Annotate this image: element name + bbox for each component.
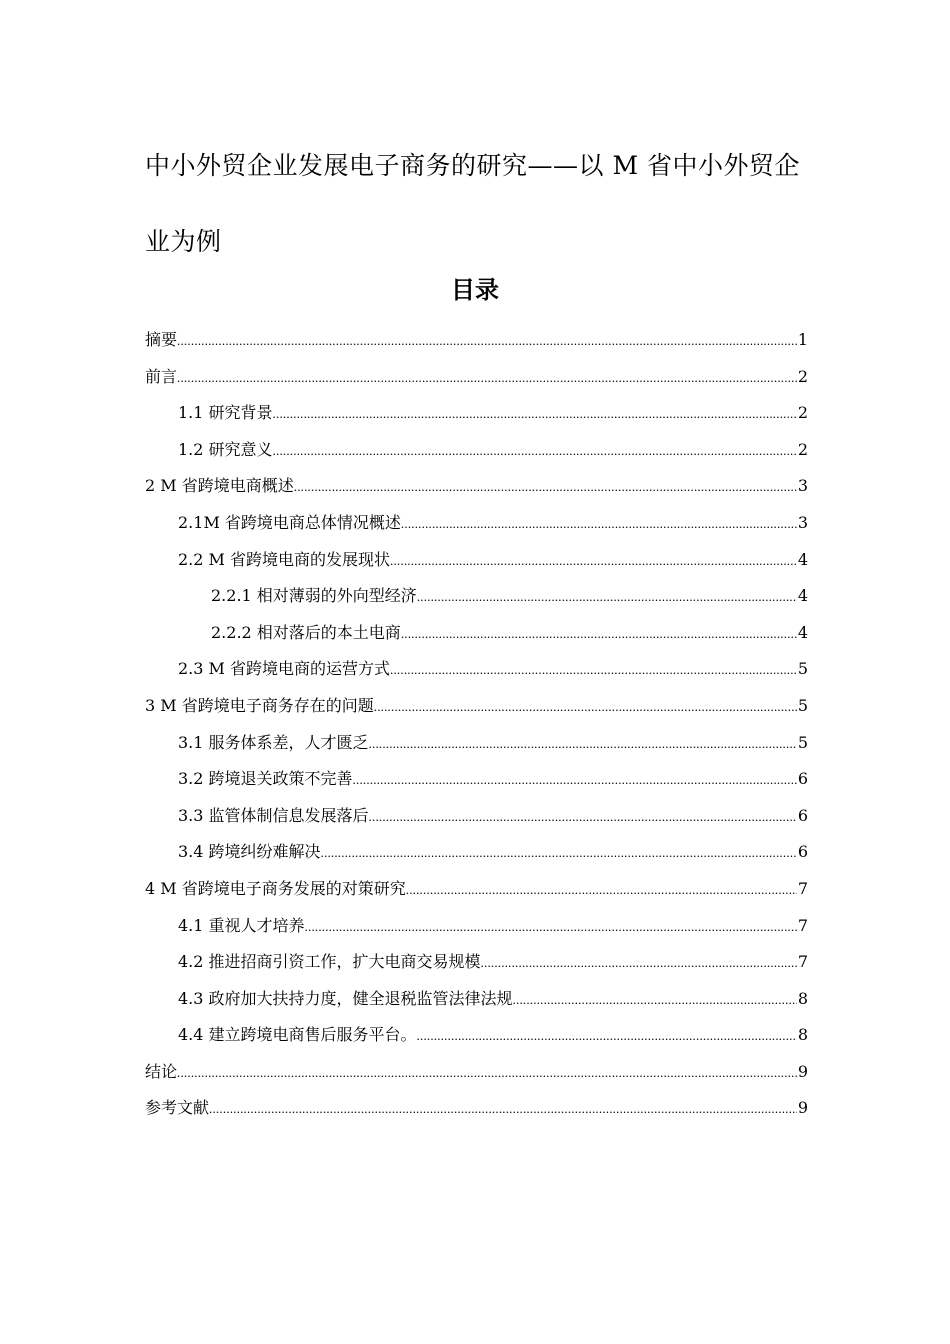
toc-entry-label: 2.2 M 省跨境电商的发展现状 bbox=[178, 549, 391, 569]
toc-entry[interactable] bbox=[145, 395, 808, 432]
toc-entry[interactable] bbox=[145, 1054, 808, 1091]
toc-entry[interactable] bbox=[145, 432, 808, 469]
toc-page-number: 2 bbox=[797, 366, 808, 386]
toc-page-number: 5 bbox=[797, 695, 808, 715]
toc-entry-label: 3.3 监管体制信息发展落后 bbox=[178, 805, 369, 825]
table-of-contents bbox=[145, 322, 808, 1127]
toc-entry-label: 4 M 省跨境电子商务发展的对策研究 bbox=[145, 878, 406, 898]
toc-page-number: 3 bbox=[797, 476, 808, 496]
toc-dot-leader bbox=[374, 689, 797, 726]
toc-entry-label: 前言 bbox=[145, 366, 178, 386]
toc-entry[interactable] bbox=[145, 651, 808, 688]
toc-entry[interactable] bbox=[145, 322, 808, 359]
toc-dot-leader bbox=[369, 726, 797, 763]
toc-dot-leader bbox=[481, 945, 797, 982]
toc-entry[interactable] bbox=[145, 981, 808, 1018]
toc-page-number: 7 bbox=[797, 915, 808, 935]
toc-page-number: 1 bbox=[797, 330, 808, 349]
toc-entry[interactable] bbox=[145, 944, 808, 981]
toc-entry[interactable] bbox=[145, 359, 808, 396]
toc-entry[interactable] bbox=[145, 468, 808, 505]
toc-entry-label: 参考文献 bbox=[145, 1098, 210, 1118]
toc-entry-label: 3 M 省跨境电子商务存在的问题 bbox=[145, 695, 374, 715]
toc-entry-label: 结论 bbox=[145, 1061, 178, 1081]
toc-heading: 目录 bbox=[451, 276, 499, 304]
toc-entry-label: 摘要 bbox=[145, 330, 178, 349]
toc-dot-leader bbox=[353, 762, 797, 799]
toc-dot-leader bbox=[294, 469, 797, 506]
toc-dot-leader bbox=[417, 1018, 797, 1055]
toc-entry-label: 4.3 政府加大扶持力度，健全退税监管法律法规 bbox=[178, 988, 513, 1008]
toc-entry-label: 2 M 省跨境电商概述 bbox=[145, 476, 294, 496]
toc-entry[interactable] bbox=[145, 1017, 808, 1054]
toc-entry-label: 3.4 跨境纠纷难解决 bbox=[178, 842, 321, 862]
toc-page-number: 4 bbox=[797, 586, 808, 606]
toc-entry-label: 2.2.1 相对薄弱的外向型经济 bbox=[211, 586, 417, 606]
toc-page-number: 2 bbox=[797, 403, 808, 423]
toc-dot-leader bbox=[417, 579, 797, 616]
toc-entry-label: 2.1M 省跨境电商总体情况概述 bbox=[178, 512, 401, 532]
toc-entry[interactable] bbox=[145, 834, 808, 871]
toc-page-number: 9 bbox=[797, 1061, 808, 1081]
toc-entry[interactable] bbox=[145, 798, 808, 835]
toc-page-number: 4 bbox=[797, 549, 808, 569]
toc-dot-leader bbox=[177, 360, 797, 397]
toc-entry-label: 4.1 重视人才培养 bbox=[178, 915, 305, 935]
toc-entry-label: 4.4 建立跨境电商售后服务平台。 bbox=[178, 1025, 417, 1045]
toc-page-number: 9 bbox=[797, 1098, 808, 1118]
toc-dot-leader bbox=[390, 652, 797, 689]
toc-page-number: 4 bbox=[797, 622, 808, 642]
toc-entry-label: 2.3 M 省跨境电商的运营方式 bbox=[178, 659, 391, 679]
toc-page-number: 6 bbox=[797, 842, 808, 862]
toc-entry[interactable] bbox=[145, 871, 808, 908]
toc-page-number: 7 bbox=[797, 878, 808, 898]
toc-dot-leader bbox=[401, 506, 797, 543]
toc-entry[interactable] bbox=[145, 908, 808, 945]
toc-dot-leader bbox=[406, 872, 797, 909]
toc-entry-label: 1.2 研究意义 bbox=[178, 439, 273, 459]
toc-page-number: 6 bbox=[797, 769, 808, 789]
toc-page-number: 5 bbox=[797, 659, 808, 679]
toc-page-number: 6 bbox=[797, 805, 808, 825]
document-title: 中小外贸企业发展电子商务的研究——以 M 省中小外贸企业为例 bbox=[145, 151, 800, 256]
toc-entry-label: 2.2.2 相对落后的本土电商 bbox=[211, 622, 401, 642]
toc-page-number: 2 bbox=[797, 439, 808, 459]
toc-page-number: 3 bbox=[797, 512, 808, 532]
toc-dot-leader bbox=[273, 396, 797, 433]
toc-dot-leader bbox=[305, 909, 797, 946]
toc-entry[interactable] bbox=[145, 761, 808, 798]
toc-dot-leader bbox=[209, 1091, 797, 1128]
toc-entry[interactable] bbox=[145, 505, 808, 542]
toc-page-number: 7 bbox=[797, 952, 808, 972]
toc-dot-leader bbox=[390, 543, 797, 580]
toc-entry[interactable] bbox=[145, 615, 808, 652]
toc-dot-leader bbox=[369, 799, 797, 836]
toc-entry-label: 3.1 服务体系差，人才匮乏 bbox=[178, 732, 369, 752]
toc-dot-leader bbox=[273, 433, 797, 470]
toc-page-number: 8 bbox=[797, 1025, 808, 1045]
toc-page-number: 8 bbox=[797, 988, 808, 1008]
toc-dot-leader bbox=[177, 1055, 797, 1092]
toc-entry[interactable] bbox=[145, 1090, 808, 1127]
toc-entry[interactable] bbox=[145, 725, 808, 762]
toc-entry[interactable] bbox=[145, 688, 808, 725]
toc-dot-leader bbox=[513, 982, 797, 1019]
toc-entry[interactable] bbox=[145, 578, 808, 615]
toc-page-number: 5 bbox=[797, 732, 808, 752]
toc-dot-leader bbox=[321, 835, 797, 872]
toc-dot-leader bbox=[401, 616, 797, 653]
toc-entry-label: 1.1 研究背景 bbox=[178, 403, 273, 423]
toc-dot-leader bbox=[177, 323, 797, 360]
toc-entry[interactable] bbox=[145, 542, 808, 579]
toc-entry-label: 4.2 推进招商引资工作，扩大电商交易规模 bbox=[178, 952, 481, 972]
toc-entry-label: 3.2 跨境退关政策不完善 bbox=[178, 769, 353, 789]
